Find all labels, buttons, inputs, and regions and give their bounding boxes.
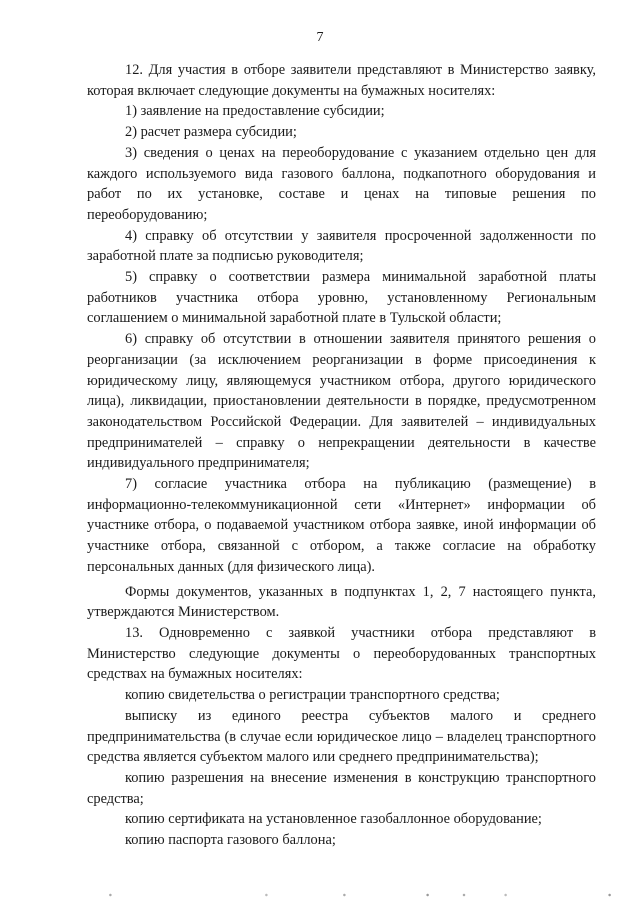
document-item-cylinder-passport: копию паспорта газового баллона;: [125, 832, 336, 849]
document-item-permit: копию разрешения на внесение изменения в конструкцию транспортного средства;: [87, 769, 596, 807]
list-item-2: 2) расчет размера субсидии;: [125, 124, 297, 141]
list-item-1: 1) заявление на предоставление субсидии;: [125, 103, 385, 120]
document-body: [87, 60, 596, 851]
list-item-3: 3) сведения о ценах на переоборудование с указанием отдельно цен для каждого используемого вида газового баллона, подкапотного оборудования и работ по их установке, составе и ценах на типовые решения по переоборудованию;: [87, 144, 596, 223]
list-item-7: 7) согласие участника отбора на публикацию (размещение) в информационно-телекоммуникационной сети «Интернет» информации об участнике отбора, о подаваемой участником отбора заявке, иной информации об участнике отбора, связанной с отбором, а также согласие на обработку персональных данных (для физического лица).: [87, 476, 596, 575]
list-item-4: 4) справку об отсутствии у заявителя просроченной задолженности по заработной плате за подписью руководителя;: [87, 227, 596, 265]
document-item-certificate: копию сертификата на установленное газобаллонное оборудование;: [125, 811, 542, 828]
paragraph-item-13: 13. Одновременно с заявкой участники отбора представляют в Министерство следующие документы о переоборудованных транспортных средствах на бумажных носителях:: [87, 624, 596, 683]
document-item-registry-extract: выписку из единого реестра субъектов малого и среднего предпринимательства (в случае если юридическое лицо – владелец транспортного средства является субъектом малого или среднего предпринимательства);: [87, 707, 596, 766]
list-item-6: 6) справку об отсутствии в отношении заявителя принятого решения о реорганизации (за исключением реорганизации в форме присоединения к юридическому лицу, являющемуся участником отбора, другого юридического лица), ликвидации, приостановлении деятельности в порядке, предусмотренном законодательством Российской Федерации. Для заявителей – индивидуальных предпринимателей – справку о непрекращении деятельности в качестве индивидуального предпринимателя;: [87, 331, 596, 472]
paragraph-item-12: 12. Для участия в отборе заявители представляют в Министерство заявку, которая включает следующие документы на бумажных носителях:: [87, 62, 596, 99]
forms-note-paragraph: Формы документов, указанных в подпунктах 1, 2, 7 настоящего пункта, утверждаются Министерством.: [87, 583, 596, 621]
list-item-5: 5) справку о соответствии размера минимальной заработной платы работников участника отбора уровню, установленному Региональным соглашением о минимальной заработной плате в Тульской области;: [87, 269, 596, 327]
scan-artifact: [100, 892, 620, 898]
document-item-registration: копию свидетельства о регистрации транспортного средства;: [125, 687, 500, 704]
page-number: 7: [316, 30, 324, 45]
